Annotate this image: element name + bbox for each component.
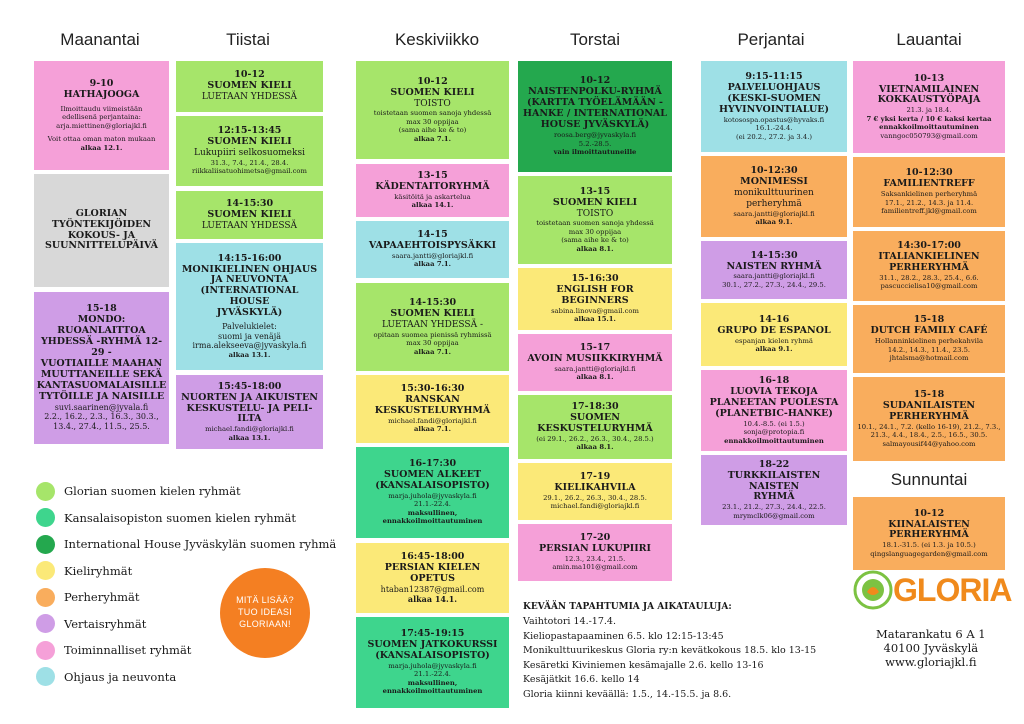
card-line: (sama aihe ke & to) [398,126,467,135]
legend-label: Ohjaus ja neuvonta [64,669,177,684]
event-item: Kesäretki Kiviniemen kesämajalle 2.6. kello 13-16 [523,659,764,671]
event-item: Kesäjätkit 16.6. kello 14 [523,674,640,685]
card-subtitle: monikulttuurinen [734,188,814,199]
card-time: 14-15:30 [750,249,798,261]
card-price: 7 € yksi kerta / 10 € kaksi kertaa [866,114,992,123]
card-email: mrymclk06@gmail.com [733,511,815,520]
card-email: arja.miettinen@gloriajkl.fi [56,121,147,130]
card-title: VIETNAMILAINEN [878,83,980,95]
sat-sudan-card [853,377,1005,461]
card-start: alkaa 9.1. [755,345,793,354]
card-title: MONIKIELINEN OHJAUS [181,263,318,275]
card-line: max 30 oppijaa [406,117,459,126]
legend-label: Glorian suomen kielen ryhmät [64,484,241,499]
card-time: 14-15:30 [225,197,274,209]
card-title: HOUSE JYVÄSKYLÄ) [540,119,650,131]
card-start: alkaa 7.1. [413,425,452,434]
card-time: 9:15-11:15 [745,70,803,82]
legend-label: Toiminnalliset ryhmät [64,643,192,658]
legend-label: Kieliryhmät [64,563,133,578]
card-line: max 30 oppijaa [568,227,622,236]
card-note: maksullinen, [407,508,458,517]
card-line: (sama aihe ke & to) [561,236,629,245]
wed-kadentaito-card [356,164,509,217]
card-note: vain ilmoittautuneille [553,148,637,157]
card-title: KIELIKAHVILA [554,482,636,494]
card-title: SUOMEN KIELI [207,80,292,92]
card-title: HYVINVOINTIALUE) [719,103,829,115]
card-title: GRUPO DE ESPANOL [717,325,831,337]
card-title: MONIMESSI [740,176,808,188]
card-dates: 10.1., 24.1., 7.2. (kello 16-19), 21.2., 7.3., [857,422,1001,431]
fri-turkkilaiset-card [701,455,847,525]
card-email: riikkaliisatuohimetsa@gmail.com [192,167,307,176]
card-dates: 17.1., 21.2., 14.3. ja 11.4. [884,198,974,207]
card-start: alkaa 13.1. [228,350,271,359]
mon-staff-meeting-card [34,174,169,287]
card-title: SUDANILAISTEN [882,399,976,411]
card-line: Hollanninkielinen perhekahvila [874,337,984,346]
legend-dot-icon [36,561,55,580]
day-header-friday: Perjantai [737,30,805,49]
card-line: toistetaan suomen sanoja yhdessä [536,219,654,228]
card-title: KIINALAISTEN [888,518,970,530]
fri-monimessi-card [701,156,847,237]
card-title: HATHAJOOGA [63,88,140,100]
thu-english-card [518,268,672,330]
card-email: michael.fandi@gloriajkl.fi [550,502,640,511]
card-time: 17-20 [579,532,611,544]
card-dates: 18.1.-31.5. (ei 1.3. ja 10.5.) [882,541,976,550]
card-note: maksullinen, [407,678,458,687]
legend-dot-icon [36,535,55,554]
card-title: (PLANETBIC-HANKE) [715,407,833,419]
card-email: saara.jantti@gloriajkl.fi [733,209,815,218]
card-note: ennakkoilmoittautuminen [879,123,979,132]
mon-hathajooga-card [34,61,169,170]
legend-label: Vertaisryhmät [64,616,147,631]
thu-persian-lukupiiri-card [518,524,672,581]
card-line: suomi ja venäjä [218,331,281,341]
tue-peli-ilta-card [176,375,323,449]
legend-dot-icon [36,641,55,660]
bubble-line: TUO IDEASI [237,607,292,618]
card-title: TURKKILAISTEN NAISTEN [727,469,821,492]
card-subtitle: TOISTO [576,208,614,219]
card-email: irma.alekseeva@jyvaskyla.fi [192,341,307,351]
card-time: 10-12 [579,75,611,87]
card-email: sonja@protopia.fi [743,428,805,437]
day-header-tuesday: Tiistai [226,30,270,49]
card-dates: 21.3., 4.4., 18.4., 2.5., 16.5., 30.5. [870,431,988,440]
card-title: SUOMEN JATKOKURSSI [367,639,498,651]
day-header-monday: Maanantai [60,30,140,49]
card-title: SUUNNITTELUPÄIVÄ [45,240,158,252]
card-dates: 31.3., 7.4., 21.4., 28.4. [210,158,289,167]
card-title: PERSIAN KIELEN [384,561,481,573]
card-dates: 21.1.-22.4. [414,500,451,509]
card-time: 16-17:30 [408,458,457,470]
card-start: alkaa 9.1. [755,218,793,227]
card-title: KESKUSTELURYHMÄ [537,422,653,434]
card-line: espanjan kielen ryhmä [734,336,813,345]
card-time: 10-12:30 [905,167,953,179]
card-start: alkaa 12.1. [80,143,123,152]
legend-dot-icon [36,667,55,686]
legend-dot-icon [36,614,55,633]
event-item: Monikulttuurikeskus Gloria ry:n kevätkokous 18.5. klo 13-15 [523,645,817,656]
legend-item [36,664,336,691]
card-start: alkaa 15.1. [574,315,616,324]
card-start: alkaa 14.1. [411,201,454,210]
card-start: alkaa 8.1. [576,244,614,253]
card-start: alkaa 13.1. [228,433,271,442]
card-email: roosa.berg@jyvaskyla.fi [553,131,637,140]
card-time: 16:45-18:00 [400,550,465,562]
card-email: htaban12387@gmail.com [380,584,485,594]
thu-kielikahvila-card [518,463,672,520]
card-time: 10-12 [913,507,945,519]
card-start: alkaa 7.1. [413,134,452,143]
card-line: opitaan suomea pienissä ryhmissä [373,330,492,339]
card-line: max 30 oppijaa [406,339,459,348]
card-note: ennakkoilmoittautuminen [724,436,824,445]
sat-familientreff-card [853,157,1005,227]
card-time: 15-16:30 [571,273,619,285]
card-dates: 10.4.-8.5. (ei 1.5.) [743,419,805,428]
fri-luovia-tekoja-card [701,370,847,451]
card-email: pascuccielisa10@gmail.com [880,282,978,291]
card-dates: 2.2., 16.2., 2.3., 16.3., 30.3., [44,412,159,422]
card-line: toistetaan suomen sanoja yhdessä [373,109,492,118]
wed-vapaaehtois-card [356,221,509,278]
bubble-line: GLORIAAN! [239,618,291,629]
card-title: RANSKAN [405,394,460,406]
card-email: marja.juhola@jyvaskyla.fi [388,491,477,500]
card-dates: 21.3. ja 18.4. [906,106,952,115]
card-time: 14:15-16:00 [217,252,282,264]
card-subtitle: LUETAAN YHDESSÄ [201,92,298,103]
card-title: (KANSALAISOPISTO) [375,649,490,661]
card-line: edellisenä perjantaina: [62,113,141,122]
sat-vietnam-card [853,61,1005,153]
card-title: SUOMEN KIELI [390,307,475,319]
card-time: 14-16 [758,314,790,326]
card-title: (KARTTA TYÖELÄMÄÄN - [526,97,664,109]
card-dates: 12.3., 23.4., 21.5. [564,554,626,563]
card-title: SUOMEN KIELI [207,136,292,148]
card-email: familientreff.jkl@gmail.com [881,207,977,216]
fri-naisten-ryhma-card [701,241,847,299]
card-dates: 13.4., 27.4., 11.5., 25.5. [53,421,150,431]
day-header-saturday: Lauantai [896,30,962,49]
card-title: JA NEUVONTA [210,274,289,286]
tue-suomen-kieli-card-2 [176,191,323,239]
card-title: RYHMÄ [753,491,795,503]
legend-label: Perheryhmät [64,590,140,605]
card-title: PERSIAN LUKUPIIRI [539,543,651,555]
mon-mondo-card [34,292,169,444]
card-time: 10-13 [913,72,945,84]
card-start: alkaa 8.1. [576,373,614,382]
card-title: PERHERYHMÄ [889,410,969,422]
card-title: ENGLISH FOR BEGINNERS [556,284,634,306]
wed-ranska-card [356,375,509,443]
card-email: kotosospa.opastus@hyvaks.fi [723,115,825,124]
card-title: (KANSALAISOPISTO) [375,479,490,491]
card-subtitle: Lukupiiri selkosuomeksi [194,148,305,159]
card-time: 10-12 [417,75,448,87]
sat-dutch-card [853,305,1005,373]
card-dates: 30.1., 27.2., 27.3., 24.4., 29.5. [722,280,826,289]
card-title: KESKUSTELU- JA PELI-ILTA [186,402,313,425]
wed-jatkokurssi-card [356,617,509,708]
card-title: VUOTIAILLE MAAHAN [40,358,163,370]
thu-toisto-card [518,176,672,264]
fri-palveluohjaus-card [701,61,847,152]
card-title: NAISTENPOLKU-RYHMÄ [528,86,662,98]
card-time: 14:30-17:00 [897,240,961,252]
card-email: saara.jantti@gloriajkl.fi [733,272,815,281]
card-title: YHDESSÄ -RYHMÄ 12-29 - [40,336,163,359]
card-dates: 16.1.-24.4. [755,124,793,133]
card-email: vanngoc050793@gmail.com [880,131,978,140]
card-time: 15:30-16:30 [400,383,465,395]
card-title: NAISTEN RYHMÄ [726,260,822,272]
card-title: PALVELUOHJAUS [727,81,821,93]
legend-dot-icon [36,482,55,501]
events-heading: KEVÄÄN TAPAHTUMIA JA AIKATAULUJA: [523,602,732,612]
card-email: amin.ma101@gmail.com [552,563,638,572]
card-title: LUOVIA TEKOJA [730,385,818,397]
card-time: 17-19 [579,471,611,483]
card-title: DUTCH FAMILY CAFÉ [870,325,988,337]
card-title: KANTASUOMALAISILLE [36,379,167,391]
card-email: saara.jantti@gloriajkl.fi [554,364,636,373]
legend-item [36,478,336,505]
card-start: alkaa 8.1. [576,443,614,452]
card-title: JYVÄSKYLÄ) [216,307,283,319]
card-title: FAMILIENTREFF [883,178,975,190]
day-header-sunday: Sunnuntai [890,470,968,489]
card-time: 10-12 [234,69,265,81]
card-time: 12:15-13:45 [217,125,282,137]
card-title: KÄDENTAITORYHMÄ [375,181,490,193]
card-email: qingslanguagegarden@gmail.com [870,549,988,558]
tue-ohjaus-card [176,243,323,370]
card-dates: 14.2., 14.3., 11.4., 23.5. [887,345,971,354]
address-block [876,627,986,669]
card-line: Palvelukielet: [222,322,277,332]
wed-suomen-alkeet-card [356,447,509,538]
card-dates: 23.1., 21.2., 27.3., 24.4., 22.5. [722,503,826,512]
card-time: 17-18:30 [571,401,619,413]
event-item: Kieliopastapaaminen 6.5. klo 12:15-13:45 [523,630,724,642]
card-title: KESKUSTELURYHMÄ [374,404,491,416]
legend-label: International House Jyväskylän suomen ryhmä [64,537,337,552]
card-email: jhtalsma@hotmail.com [889,354,969,363]
card-title: KOKOUS- JA [67,229,136,241]
card-time: 16-18 [758,374,790,386]
logo-wordmark: GLORIA [893,571,1012,608]
card-time: 15-18 [86,303,117,315]
card-title: VAPAAEHTOISPYSÄKKI [368,240,497,252]
card-title: (KESKI-SUOMEN [727,92,821,104]
card-email: saara.jantti@gloriajkl.fi [391,251,474,260]
card-start: alkaa 7.1. [413,260,452,269]
card-time: 9-10 [89,77,114,89]
thu-naistenpolku-card [518,61,672,172]
card-dates: 21.1.-22.4. [414,670,451,679]
card-subtitle: LUETAAN YHDESSÄ [201,220,298,231]
tue-suomen-kieli-card-1 [176,61,323,112]
card-time: 14-15:30 [408,296,457,308]
address-street: Matarankatu 6 A 1 [876,627,986,641]
card-title: SUOMEN ALKEET [383,469,482,481]
fri-espanol-card [701,303,847,366]
thu-keskustelu-card [518,395,672,459]
card-dates: (ei 20.2., 27.2. ja 3.4.) [735,132,813,141]
card-start: alkaa 7.1. [413,347,452,356]
card-note: ennakkoilmoittautuminen [382,517,483,526]
spring-events [523,602,816,702]
ideas-bubble [220,568,310,658]
card-title: MONDO: RUOANLAITTOA [57,314,146,337]
card-title: PLANEETAN PUOLESTA [709,396,839,408]
wed-toisto-card [356,61,509,159]
bubble-line: MITÄ LISÄÄ? [236,595,294,606]
card-note: ennakkoilmoittautuminen [382,687,483,696]
card-time: 13-15 [417,170,448,182]
card-dates: 29.1., 26.2., 26.3., 30.4., 28.5. [543,493,647,502]
card-subtitle: perheryhmä [746,198,802,209]
card-time: 17:45-19:15 [400,628,465,640]
card-email: salmayousif44@yahoo.com [882,439,976,448]
card-dates: 31.1., 28.2., 28.3., 25.4., 6.6. [879,273,979,282]
card-title: OPETUS [410,572,455,584]
thu-musiikki-card [518,334,672,391]
card-title: SUOMEN KIELI [207,208,292,220]
card-time: 14-15 [417,229,448,241]
card-title: GLORIAN [75,207,128,219]
event-item: Vaihtotori 14.-17.4. [523,616,616,627]
card-title: AVOIN MUSIIKKIRYHMÄ [527,353,663,365]
card-time: 10-12:30 [750,165,798,177]
card-email: suvi.saarinen@jyvala.fi [54,402,149,412]
gloria-emblem-icon [853,570,893,610]
legend-item [36,505,336,532]
card-title: MUUTTANEILLE SEKÄ [40,368,163,380]
card-start: alkaa 14.1. [407,594,458,605]
card-title: SUOMEN KIELI [552,196,638,208]
card-title: HANKE / INTERNATIONAL [522,108,667,120]
wed-persia-card [356,543,509,613]
card-time: 15-18 [913,388,945,400]
address-city: 40100 Jyväskylä [883,641,979,655]
website-link[interactable]: www.gloriajkl.fi [885,655,977,669]
legend-dot-icon [36,508,55,527]
card-title: NUORTEN JA AIKUISTEN [181,391,318,403]
card-subtitle: TOISTO [414,98,451,109]
card-time: 15-18 [913,314,945,326]
card-email: michael.fandi@gloriajkl.fi [205,425,294,434]
card-title: SUOMEN [570,412,620,424]
tue-lukupiiri-card [176,116,323,186]
card-line: Ilmoittaudu viimeistään [60,104,143,113]
sat-italian-card [853,231,1005,301]
card-line: Saksankielinen perheryhmä [880,190,978,199]
card-time: 15-17 [579,342,611,354]
card-line: käsitöitä ja askartelua [394,192,471,201]
card-line: Voit ottaa oman maton mukaan [47,135,156,144]
card-dates: 5.2.-28.5. [578,139,612,148]
card-email: michael.fandi@gloriajkl.fi [388,416,477,425]
legend-item [36,531,336,558]
card-time: 15:45-18:00 [217,380,282,392]
card-title: ITALIANKIELINEN [878,251,980,263]
card-subtitle: LUETAAN YHDESSÄ - [381,319,484,330]
sun-kiina-card [853,497,1005,570]
card-title: PERHERYHMÄ [889,529,969,541]
event-item: Gloria kiinni keväällä: 1.5., 14.-15.5. ja 8.6. [523,688,732,700]
gloria-logo [853,570,1011,610]
card-title: PERHERYHMÄ [889,261,969,273]
legend-dot-icon [36,588,55,607]
card-dates: (ei 29.1., 26.2., 26.3., 30.4., 28.5.) [536,434,654,443]
card-title: KOKKAUSTYÖPAJA [877,94,981,106]
day-header-thursday: Torstai [569,30,621,49]
card-title: SUOMEN KIELI [390,86,475,98]
card-title: TYÖNTEKIJÖIDEN [51,218,152,230]
legend-label: Kansalaisopiston suomen kielen ryhmät [64,510,296,525]
day-header-wednesday: Keskiviikko [394,30,480,49]
card-time: 18-22 [758,458,790,470]
card-title: TYTÖILLE JA NAISILLE [38,390,165,402]
card-title: (INTERNATIONAL HOUSE [200,285,299,308]
card-email: marja.juhola@jyvaskyla.fi [388,661,477,670]
wed-suomen-kieli-card [356,283,509,371]
card-time: 13-15 [579,185,611,197]
card-email: sabina.linova@gmail.com [551,306,639,315]
